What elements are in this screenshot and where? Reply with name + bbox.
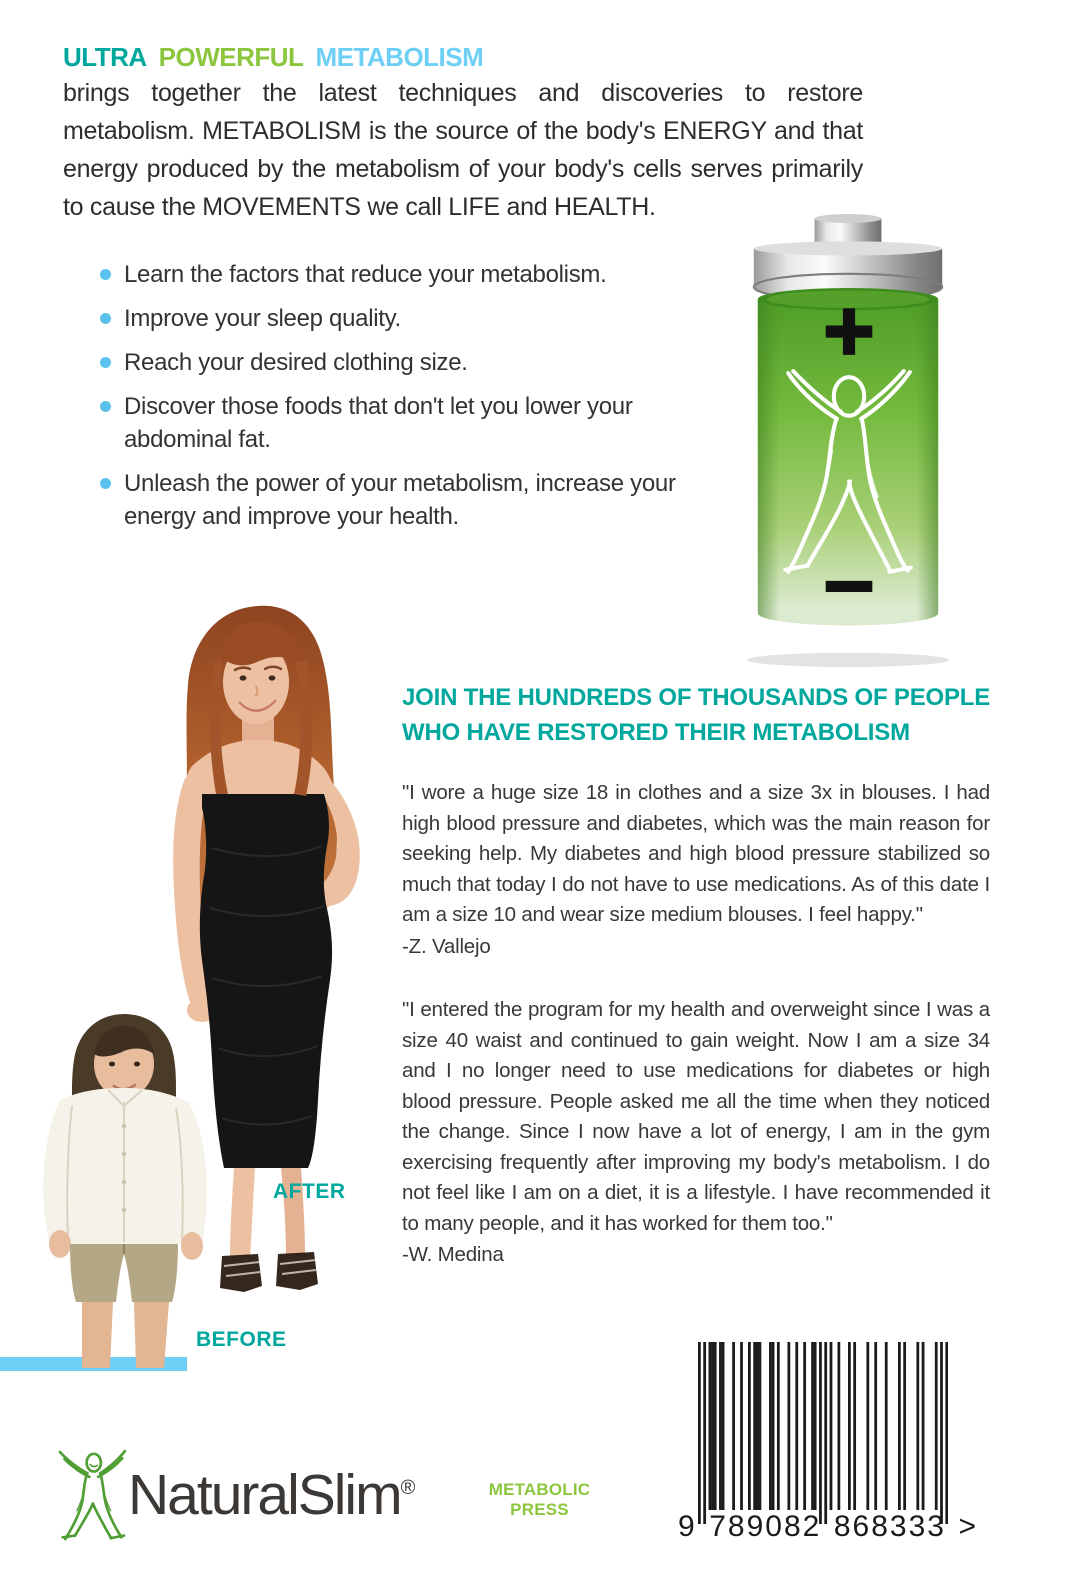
after-label: AFTER — [273, 1180, 346, 1203]
bullet-dot-icon — [100, 269, 111, 280]
list-item-text: Discover those foods that don't let you lower your abdominal fat. — [124, 393, 633, 453]
testimonials-heading-line2: WHO HAVE RESTORED THEIR METABOLISM — [402, 719, 910, 746]
list-item-text: Reach your desired clothing size. — [124, 349, 468, 376]
naturalslim-logo-icon — [52, 1444, 132, 1556]
testimonial-quote — [402, 778, 990, 962]
barcode-bars — [698, 1342, 948, 1526]
barcode-digit-group1: 789082 — [709, 1510, 822, 1543]
registered-mark: ® — [400, 1477, 416, 1499]
barcode-digit-end: > — [958, 1510, 978, 1543]
list-item — [100, 467, 720, 533]
benefits-list — [100, 258, 720, 544]
brand-name-text: NaturalSlim — [128, 1463, 401, 1527]
battery-minus-icon — [826, 581, 873, 592]
bullet-dot-icon — [100, 313, 111, 324]
imprint-line2: PRESS — [510, 1500, 569, 1519]
bullet-dot-icon — [100, 401, 111, 412]
imprint-line1: METABOLIC — [488, 1480, 591, 1499]
quote-text: "I entered the program for my health and overweight since I was a size 40 waist and continued to gain weight. Now I am a size 34 and I no longer need to use medications for diabetes or high blood pressure. People asked me all the time when they noticed the change. Since I now have a lot of energy, I am in the gym exercising frequently after improving my body's metabolism. I do not feel like I am on a diet, it is a lifestyle. I have recommended it to many people, and it has worked for them too." — [402, 998, 990, 1235]
testimonials-heading — [402, 680, 994, 750]
barcode-digit-left: 9 — [678, 1510, 697, 1543]
before-photo — [12, 1002, 237, 1368]
brand-name — [128, 1462, 415, 1528]
list-item — [100, 390, 720, 456]
list-item — [100, 302, 720, 335]
title-word-powerful: POWERFUL — [158, 42, 304, 72]
title-word-metabolism: METABOLISM — [315, 42, 484, 72]
title-word-ultra: ULTRA — [63, 42, 147, 72]
quote-author: -W. Medina — [402, 1243, 504, 1266]
isbn-barcode — [678, 1342, 978, 1552]
testimonials-heading-line1: JOIN THE HUNDREDS OF THOUSANDS OF PEOPLE — [402, 684, 991, 711]
bullet-dot-icon — [100, 478, 111, 489]
quote-author: -Z. Vallejo — [402, 934, 491, 958]
before-label: BEFORE — [196, 1328, 287, 1351]
barcode-digit-group2: 868333 — [833, 1510, 946, 1543]
battery-energy-illustration — [740, 212, 956, 668]
list-item — [100, 346, 720, 379]
list-item — [100, 258, 720, 291]
list-item-text: Unleash the power of your metabolism, increase your energy and improve your health. — [124, 470, 676, 530]
imprint-name — [482, 1480, 597, 1520]
testimonial-quote — [402, 995, 990, 1271]
page-title — [63, 42, 495, 73]
barcode-digits — [678, 1510, 978, 1544]
list-item-text: Improve your sleep quality. — [124, 305, 401, 332]
list-item-text: Learn the factors that reduce your metabolism. — [124, 261, 607, 288]
quote-text: "I wore a huge size 18 in clothes and a size 3x in blouses. I had high blood pressure and diabetes, which was the main reason for seeking help. My diabetes and high blood pressure stabilized so much that today I do not have to use medications. As of this date I am a size 10 and wear size medium blouses. I feel happy." — [402, 781, 990, 926]
intro-paragraph: brings together the latest techniques and discoveries to restore metabolism. METABOLISM is the source of the body's ENERGY and that energy produced by the metabolism of your body's cells serves primarily to cause the MOVEMENTS we call LIFE and HEALTH. — [63, 79, 863, 221]
bullet-dot-icon — [100, 357, 111, 368]
